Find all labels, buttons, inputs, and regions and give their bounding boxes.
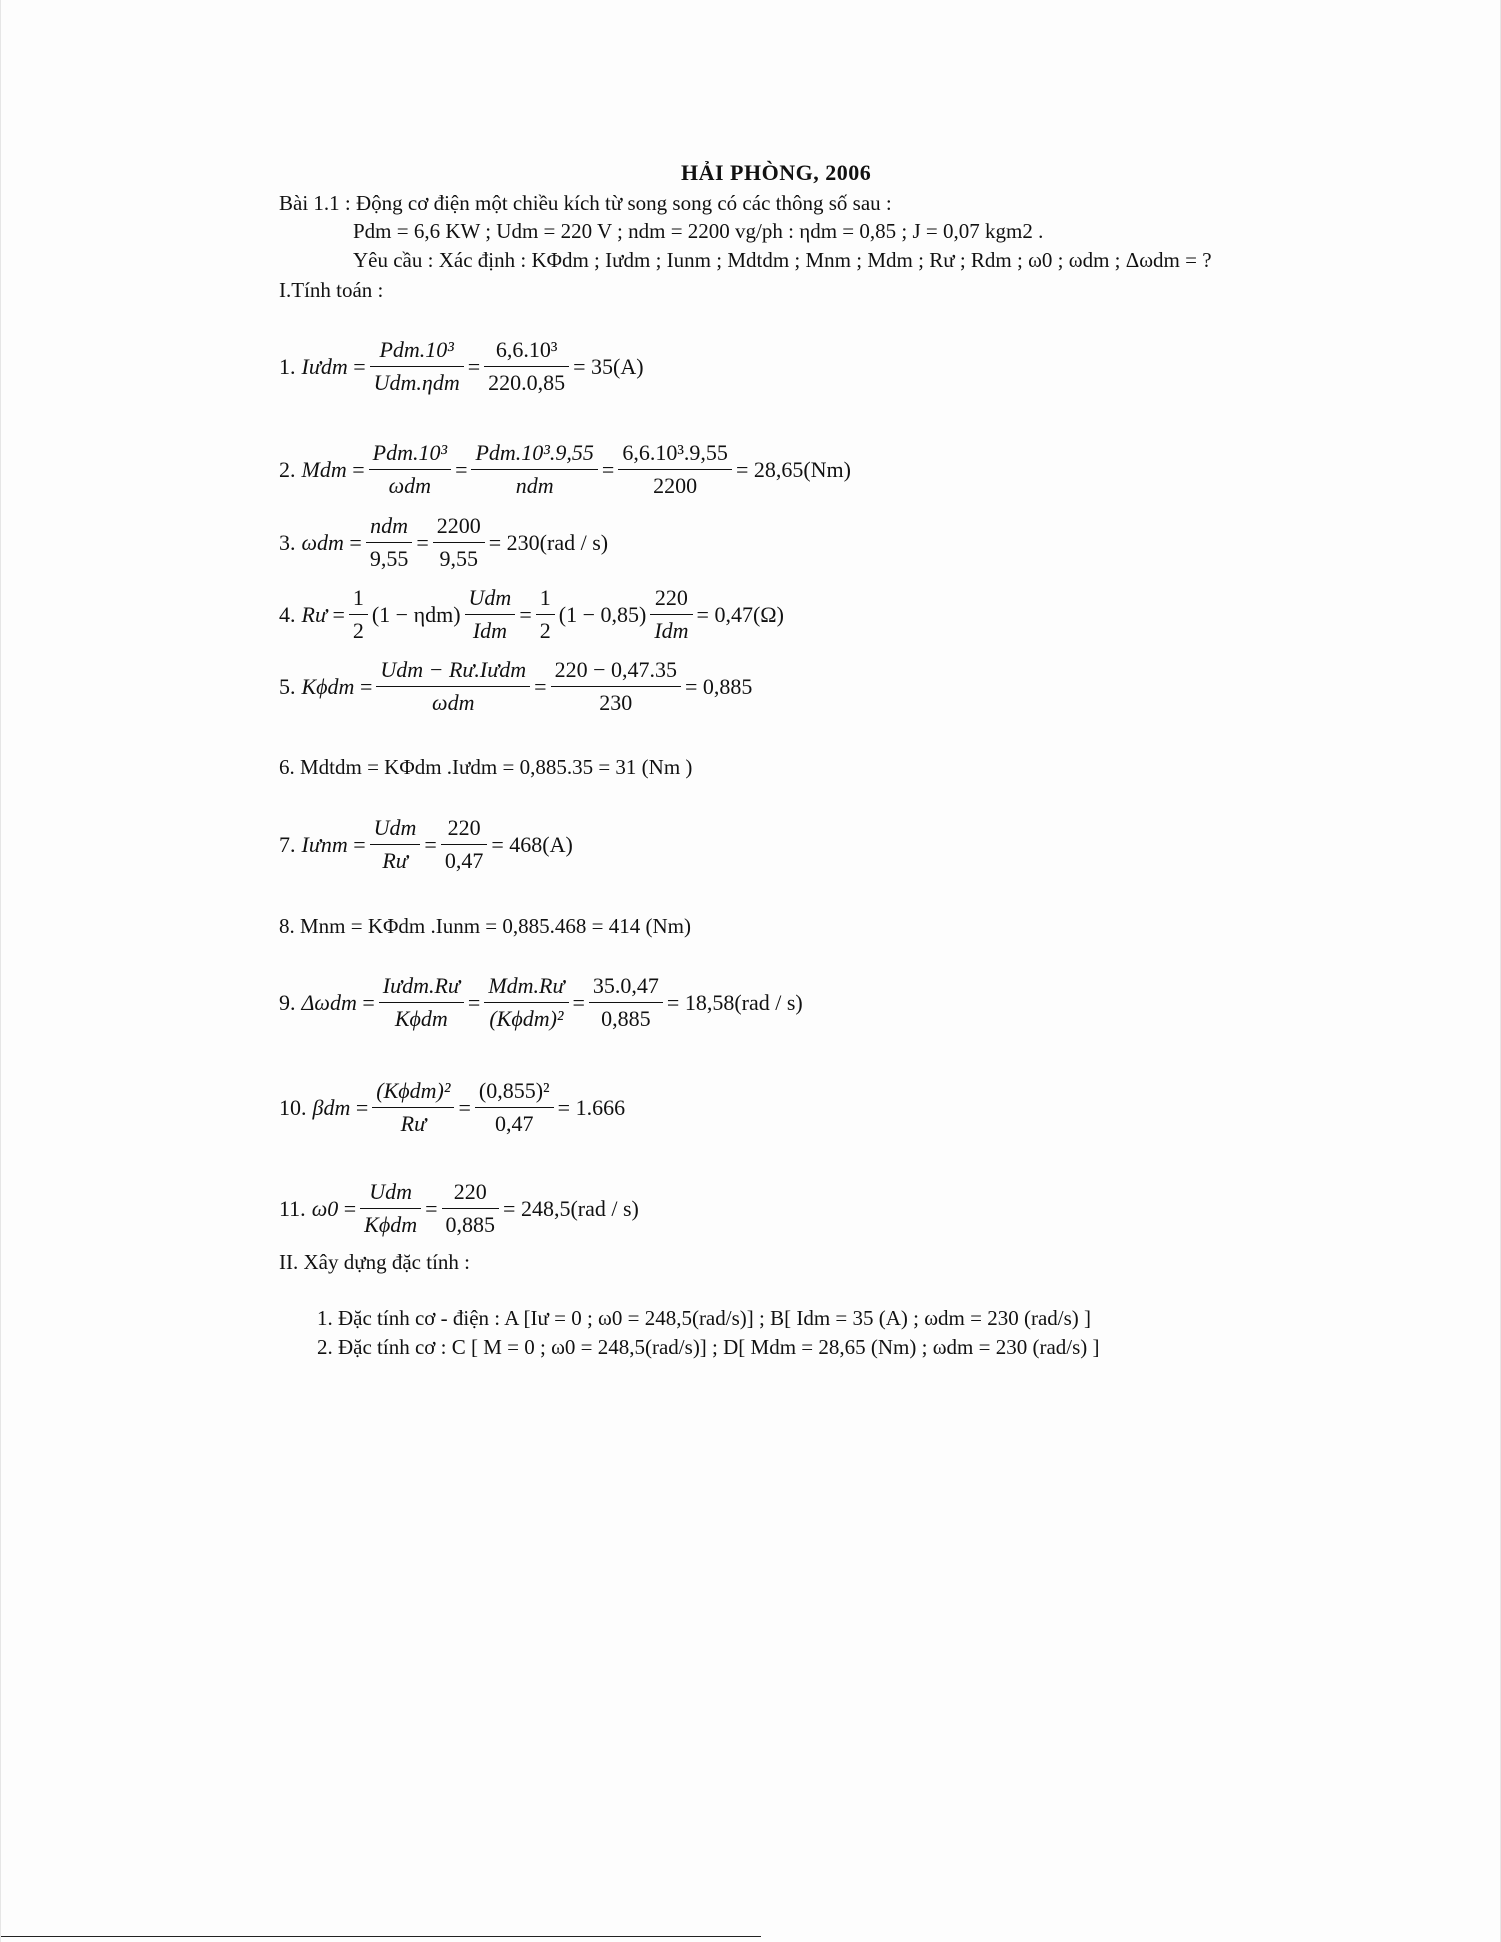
section-calculation-heading: I.Tính toán : — [279, 278, 384, 302]
eq1-lhs: Iưdm — [301, 353, 348, 379]
equation-11: 11. ω0 = $\frac{\text{Udm}}{\text{Kϕdm}}$ = $\frac{220}{0,885}$ = 248,5(rad / s) — [279, 1176, 639, 1241]
eq2-lhs: Mdm — [301, 456, 347, 482]
bottom-rule-divider — [1, 1936, 761, 1937]
eq2-frac-3: $\frac{\text{6,6.10³.9,55}}{2200}$ — [618, 437, 732, 502]
eq3-frac-1: $\frac{\text{ndm}}{9,55}$ — [366, 510, 413, 575]
eq11-frac-1: $\frac{\text{Udm}}{\text{Kϕdm}}$ — [360, 1176, 421, 1241]
eq2-frac-1: $\frac{\text{Pdm.10³}}{\text{ωdm}}$ — [369, 437, 451, 502]
equation-3: 3. ωdm = $\frac{\text{ndm}}{9,55}$ = $\frac{2200}{9,55}$ = 230(rad / s) — [279, 510, 608, 575]
eq5-result: = 0,885 — [685, 673, 753, 699]
eq5-frac-1: $\frac{\text{Udm − Rư.Iưdm}}{\text{ωdm}}$ — [376, 654, 530, 719]
eq10-lhs: βdm — [312, 1094, 351, 1120]
equation-6: 6. Mdtdm = KΦdm .Iưdm = 0,885.35 = 31 (Nm ) — [279, 755, 693, 779]
equation-8: 8. Mnm = KΦdm .Iunm = 0,885.468 = 414 (Nm) — [279, 914, 691, 938]
eq4-lhs: Rư — [301, 601, 327, 627]
eq10-frac-1: $\frac{\text{(Kϕdm)²}}{Rư}$ — [372, 1075, 454, 1140]
eq4-frac-3: $\frac{1}{2}$ — [536, 582, 555, 647]
eq11-lhs: ω0 — [311, 1195, 339, 1221]
eq3-frac-2: $\frac{2200}{9,55}$ — [433, 510, 485, 575]
eq7-frac-2: $\frac{220}{0,47}$ — [441, 812, 488, 877]
equation-2: 2. Mdm = $\frac{\text{Pdm.10³}}{\text{ωdm}}$ = $\frac{\text{Pdm.10³.9,55}}{\text{ndm}}$ = $\frac{\text{6,6.10³.9,55}}{2200}$ = 28,65(Nm) — [279, 437, 851, 502]
eq5-lhs: Kϕdm — [301, 673, 355, 699]
eq4-frac-2: $\frac{\text{Udm}}{\text{Idm}}$ — [465, 582, 516, 647]
eq4-frac-1: $\frac{1}{2}$ — [349, 582, 368, 647]
eq3-result: = 230(rad / s) — [488, 529, 609, 555]
requirement-line: Yêu cầu : Xác định : KΦdm ; Iưdm ; Iunm ; Mdtdm ; Mnm ; Mdm ; Rư ; Rdm ; ω0 ; ωdm ; Δωdm = ? — [353, 248, 1212, 272]
eq2-frac-2: $\frac{\text{Pdm.10³.9,55}}{\text{ndm}}$ — [471, 437, 597, 502]
eq7-lhs: Iưnm — [301, 831, 348, 857]
eq1-frac-1: $\frac{\text{Pdm.10³}}{\text{Udm.ηdm}}$ — [370, 334, 464, 399]
characteristic-2: 2. Đặc tính cơ : C [ M = 0 ; ω0 = 248,5(rad/s)] ; D[ Mdm = 28,65 (Nm) ; ωdm = 230 (rad/s) ] — [317, 1335, 1100, 1359]
eq3-lhs: ωdm — [301, 529, 344, 555]
equation-1: 1. Iưdm = $\frac{\text{Pdm.10³}}{\text{Udm.ηdm}}$ = $\frac{\text{6,6.10³}}{220.0,85}$ = 35(A) — [279, 334, 644, 399]
eq9-result: = 18,58(rad / s) — [666, 989, 803, 1015]
eq11-frac-2: $\frac{220}{0,885}$ — [442, 1176, 500, 1241]
doc-title: HẢI PHÒNG, 2006 — [681, 160, 872, 185]
eq10-frac-2: $\frac{\text{(0,855)²}}{0,47}$ — [475, 1075, 554, 1140]
equation-9: 9. Δωdm = $\frac{\text{Iưdm.Rư}}{\text{Kϕdm}}$ = $\frac{\text{Mdm.Rư}}{\text{(Kϕdm)²}}$ = $\frac{35.0,47}{0,885}$ = 18,58(rad / s) — [279, 970, 803, 1035]
equation-10: 10. βdm = $\frac{\text{(Kϕdm)²}}{Rư}$ = $\frac{\text{(0,855)²}}{0,47}$ = 1.666 — [279, 1075, 625, 1140]
eq9-frac-2: $\frac{\text{Mdm.Rư}}{\text{(Kϕdm)²}}$ — [484, 970, 568, 1035]
eq5-frac-2: $\frac{220 - 0,47.35}{230}$ — [551, 654, 681, 719]
eq2-result: = 28,65(Nm) — [735, 456, 851, 482]
eq10-result: = 1.666 — [557, 1094, 626, 1120]
eq4-frac-4: $\frac{220}{\text{Idm}}$ — [650, 582, 692, 647]
section-characteristics-heading: II. Xây dựng đặc tính : — [279, 1250, 470, 1274]
eq9-frac-3: $\frac{35.0,47}{0,885}$ — [589, 970, 663, 1035]
eq9-frac-1: $\frac{\text{Iưdm.Rư}}{\text{Kϕdm}}$ — [379, 970, 464, 1035]
characteristic-1: 1. Đặc tính cơ - điện : A [Iư = 0 ; ω0 = 248,5(rad/s)] ; B[ Idm = 35 (A) ; ωdm = 230 (rad/s) ] — [317, 1306, 1092, 1330]
equation-5: 5. Kϕdm = $\frac{\text{Udm − Rư.Iưdm}}{\text{ωdm}}$ = $\frac{220 - 0,47.35}{230}$ = 0,885 — [279, 654, 752, 719]
eq4-result: = 0,47(Ω) — [696, 601, 784, 627]
eq11-result: = 248,5(rad / s) — [503, 1195, 639, 1221]
parameters-line: Pdm = 6,6 KW ; Udm = 220 V ; ndm = 2200 vg/ph : ηdm = 0,85 ; J = 0,07 kgm2 . — [353, 219, 1044, 243]
eq9-lhs: Δωdm — [301, 989, 357, 1015]
problem-statement: Bài 1.1 : Động cơ điện một chiều kích từ song song có các thông số sau : — [279, 191, 892, 215]
eq7-result: = 468(A) — [491, 831, 573, 857]
equation-7: 7. Iưnm = $\frac{\text{Udm}}{Rư}$ = $\frac{220}{0,47}$ = 468(A) — [279, 812, 573, 877]
eq1-frac-2: $\frac{\text{6,6.10³}}{220.0,85}$ — [484, 334, 569, 399]
equation-4: 4. Rư = $\frac{1}{2}$ (1 − ηdm) $\frac{\text{Udm}}{\text{Idm}}$ = $\frac{1}{2}$ (1 − 0,85) $\frac{220}{\text{Idm}}$ = 0,47(Ω) — [279, 582, 784, 647]
eq7-frac-1: $\frac{\text{Udm}}{Rư}$ — [370, 812, 421, 877]
eq1-result: = 35(A) — [573, 353, 644, 379]
